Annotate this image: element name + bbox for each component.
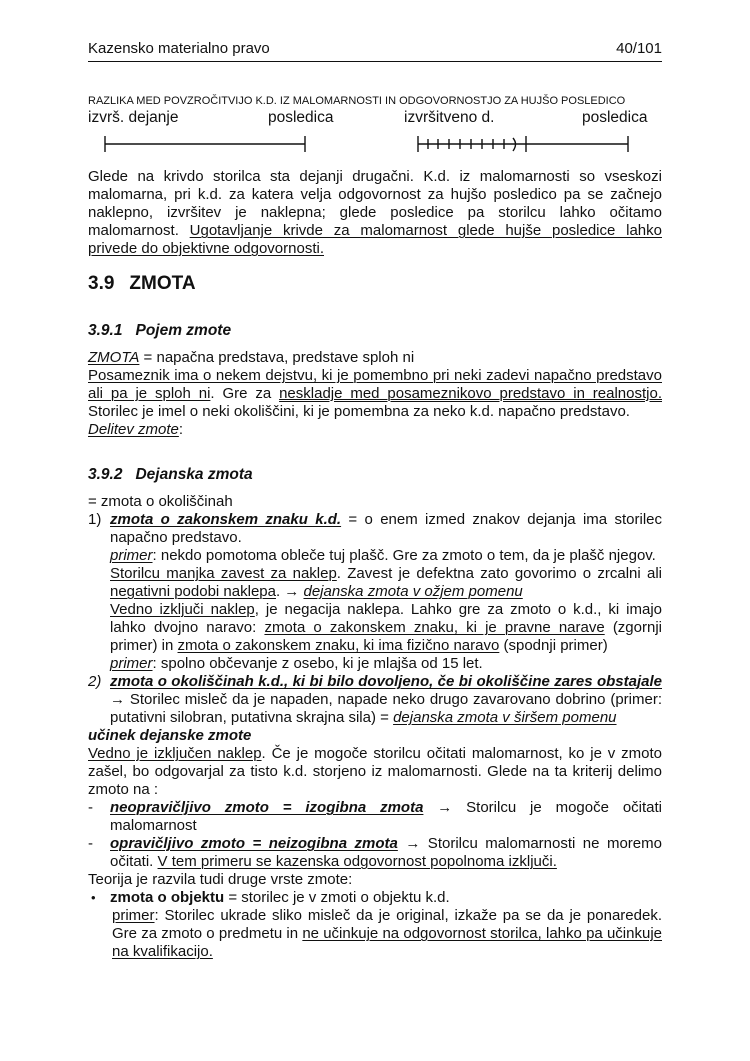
diagram-labels xyxy=(88,109,662,128)
page-number: 40/101 xyxy=(616,40,662,57)
diagram-caption: RAZLIKA MED POVZROČITVIJO K.D. IZ MALOMARNOSTI IN ODGOVORNOSTJO ZA HUJŠO POSLEDICO xyxy=(88,95,626,107)
paragraph-pojem: Posameznik ima o nekem dejstvu, ki je pomembno pri neki zadevi napačno predstavo ali pa je sploh ni. Gre za neskladje med posameznikovo predstavo in realnostjo. Storilec je imel o neki okoliščini, ki je pomembna za neko k.d. napačno predstavo. xyxy=(88,367,662,420)
subsection-title: Pojem zmote xyxy=(135,322,232,339)
act-consequence-line-right xyxy=(418,136,628,152)
dash-item-1-marker: - xyxy=(88,799,93,816)
list-item-1-sub-zavest: Storilcu manjka zavest za naklep. Zavest je defektna zato govorimo o zrcalni ali negativni podobi naklepa. → dejanska zmota v ožjem pomenu xyxy=(110,565,662,600)
paragraph-okoliscine: = zmota o okoliščinah xyxy=(88,493,233,510)
dash-item-1-text: neopravičljivo zmoto = izogibna zmota → Storilcu je mogoče očitati malomarnost xyxy=(110,799,662,834)
dash-item-1 xyxy=(88,799,662,835)
list-item-1-sub-naklep: Vedno izključi naklep, je negacija naklepa. Lahko gre za zmoto o k.d., ki imajo lahko dvojno naravo: zmota o zakonskem znaku, ki je pravne narave (zgornji primer) in zmota o zakonskem znaku, ki ima fizično naravo (spodnji primer) xyxy=(110,601,662,654)
list-item-2-text: zmota o okoliščinah k.d., ki bi bilo dovoljeno, če bi okoliščine zares obstajale → Storilec misleč da je napaden, napade neko drugo zavarovano dobrino (primer: putativni silobran, putativna skrajna sila) = dejanska zmota v širšem pomenu xyxy=(110,673,662,726)
dash-item-2 xyxy=(88,835,662,871)
diagram-label-posledica-1: posledica xyxy=(268,109,334,126)
list-item-1-sub-primer-1: primer: nekdo pomotoma obleče tuj plašč. Gre za zmoto o tem, da je plašč njegov. xyxy=(110,547,656,564)
section-title: ZMOTA xyxy=(129,273,196,294)
list-item-1-marker: 1) xyxy=(88,511,102,528)
dash-item-2-text: opravičljivo zmoto = neizogibna zmota → Storilcu malomarnosti ne moremo očitati. V tem primeru se kazenska odgovornost popolnoma izključi. xyxy=(110,835,662,870)
dash-item-2-marker: - xyxy=(88,835,93,852)
subsection-heading-3-9-2 xyxy=(88,466,662,484)
list-item-1-text: zmota o zakonskem znaku k.d. = o enem izmed znakov dejanja ima storilec napačno predstavo. xyxy=(110,511,662,546)
list-item-1-sub-primer-2: primer: spolno občevanje z osebo, ki je mlajša od 15 let. xyxy=(110,655,483,672)
page-header xyxy=(88,40,662,62)
diagram-label-izvrs-dejanje: izvrš. dejanje xyxy=(88,109,179,126)
paragraph-intro: Glede na krivdo storilca sta dejanji drugačni. K.d. iz malomarnosti so vseskozi malomarna, pri k.d. za katera velja odgovornost za hujšo posledico pa se začnejo naklepno, izvršitev je naklepna; glede posledice pa storilcu lahko očitamo malomarnost. Ugotavljanje krivde za malomarnost glede hujše posledice lahko privede do objektivne odgovornosti. xyxy=(88,168,662,257)
bullet-item-sub-primer: primer: Storilec ukrade sliko misleč da je original, izkaže pa se da je ponaredek. Gre za zmoto o predmetu in ne učinkuje na odgovornost storilca, lahko pa učinkuje na kvalifikacijo. xyxy=(112,907,662,960)
bullet-item-text: zmota o objektu = storilec je v zmoti o objektu k.d. xyxy=(110,889,450,906)
subsection-number: 3.9.1 xyxy=(88,322,123,339)
bullet-item-objekt xyxy=(88,889,662,907)
diagram-label-posledica-2: posledica xyxy=(582,109,648,126)
section-heading-3-9 xyxy=(88,273,662,295)
timeline-diagram xyxy=(88,131,662,157)
paragraph-zmota-definition: ZMOTA = napačna predstava, predstave sploh ni xyxy=(88,349,415,366)
bullet-item-marker: • xyxy=(91,890,96,905)
header-title: Kazensko materialno pravo xyxy=(88,40,270,57)
section-number: 3.9 xyxy=(88,273,115,294)
subsection-number: 3.9.2 xyxy=(88,466,123,483)
list-item-2 xyxy=(88,673,662,727)
subsection-heading-3-9-1 xyxy=(88,322,662,340)
paragraph-delitev: Delitev zmote: xyxy=(88,421,184,438)
subsection-title: Dejanska zmota xyxy=(135,466,253,483)
paragraph-teorija: Teorija je razvila tudi druge vrste zmote: xyxy=(88,871,353,888)
list-item-1 xyxy=(88,511,662,547)
list-item-2-marker: 2) xyxy=(88,673,102,690)
paragraph-ucinek: Vedno je izključen naklep. Če je mogoče storilcu očitati malomarnost, ko je v zmoto zašel, bo odgovarjal za tisto k.d. storjeno iz malomarnosti. Glede na ta kriterij delimo zmoto na : xyxy=(88,745,662,798)
diagram-label-izvrsitveno-d: izvršitveno d. xyxy=(404,109,495,126)
act-consequence-line-left xyxy=(105,136,305,152)
paragraph-ucinek-title: učinek dejanske zmote xyxy=(88,727,252,744)
